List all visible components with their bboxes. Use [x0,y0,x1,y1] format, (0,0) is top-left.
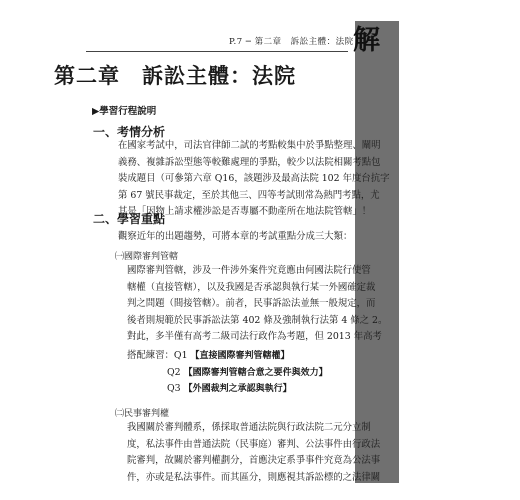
running-header: P.7 ─ 第二章 訴訟主體：法院 [229,37,354,47]
header-rule [86,51,348,52]
paragraph-line: 院審判，故關於審判權劃分，首應決定系爭事件究竟為公法事 [127,455,381,466]
practice-q: Q1 [173,350,188,361]
paragraph-line: 義務、複雜訴訟型態等較難處理的爭點，較少以法院相關考點包 [118,156,381,168]
paragraph-line: 轄權（直接管轄），以及我國是否承認與執行某一外國確定裁 [127,281,376,293]
subsection-1-title: ㈠國際審判管轄 [115,252,179,262]
practice-topic: 【直接國際審判管轄權】 [190,351,290,361]
paragraph-line: 其是「因物上請求權涉訟是否專屬不動產所在地法院管轄」！ [118,206,372,217]
paragraph-line: 後者則規範於民事訴訟法第 402 條及強制執行法第 4 條之 2。 [127,314,388,326]
practice-row [127,348,328,365]
subsection-1-body [127,263,387,346]
side-tab-character: 解 [353,25,380,56]
paragraph-line: 第 67 號民事裁定，至於其他三、四等考試則常為熱門考點，尤 [118,189,380,201]
practice-q: Q3 [167,383,181,394]
chapter-title: 第二章 訴訟主體：法院 [54,63,296,88]
paragraph-line: 在國家考試中，司法官律師二試的考點較集中於爭點整理、闡明 [118,140,381,151]
section-1-body [118,138,389,221]
section-1-title: 一、考情分析 [93,125,166,139]
practice-topic: 【外國裁判之承認與執行】 [183,384,292,394]
paragraph-line: 國際審判管轄，涉及一件涉外案件究竟應由何國法院行使管 [127,265,371,276]
paragraph-line: 度，私法事件由普通法院（民事庭）審判、公法事件由行政法 [127,438,381,450]
paragraph-line: 件，亦或是私法事件。而其區分，則應視其訴訟標的之法律關 [127,471,381,483]
subsection-2-title: ㈡民事審判權 [115,409,170,419]
practice-topic: 【國際審判管轄合意之要件與效力】 [183,367,328,378]
subsection-2-body [127,420,380,486]
practice-label: 搭配練習： [127,350,174,361]
practice-row [127,381,328,398]
paragraph-line: 我國關於審判體系，係採取普通法院與行政法院二元分立制 [127,422,371,433]
section-2-title: 二、學習重點 [93,212,166,226]
practice-list [127,348,328,398]
paragraph-line: 判之問題（間接管轄）。前者，民事訴訟法並無一般規定，而 [127,298,376,309]
study-guide-label: ▶學習行程說明 [92,106,157,117]
practice-row [127,365,328,382]
paragraph-line: 裝成題目（可參第六章 Q16，該題涉及最高法院 102 年度台抗字 [118,173,390,184]
practice-q: Q2 [167,366,181,378]
side-tab [355,21,399,483]
section-2-intro: 觀察近年的出題趨勢，可將本章的考試重點分成三大類： [118,231,353,242]
paragraph-line: 對此，多半僅有高考二級司法行政作為考題，但 2013 年高考 [127,331,382,342]
